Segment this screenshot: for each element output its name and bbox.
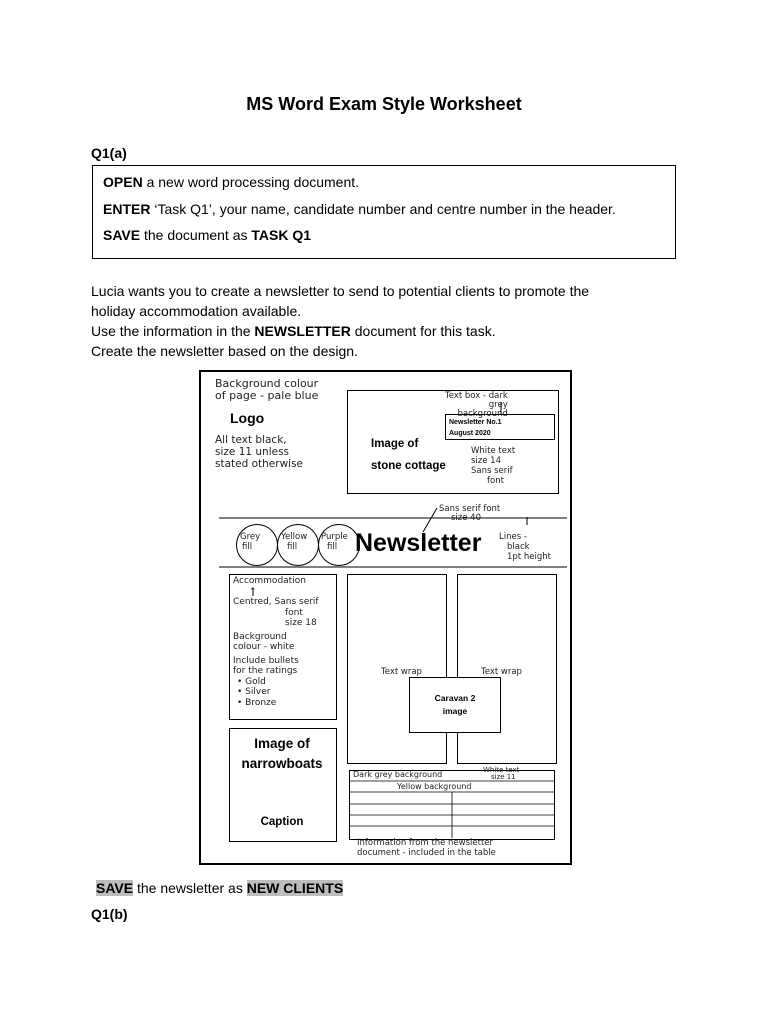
caravan-label: Caravan 2 image [434, 693, 476, 716]
keyword-open: OPEN [103, 174, 143, 190]
paragraph-line-4: Create the newsletter based on the design. [91, 343, 358, 359]
keyword-save: SAVE [103, 227, 141, 243]
page-title: MS Word Exam Style Worksheet [246, 94, 522, 114]
caption-label: Caption [260, 816, 304, 828]
stone-cottage-label: Image of stone cottage [371, 438, 446, 472]
filename-new-clients: NEW CLIENTS [246, 880, 344, 896]
newsletter-design-sketch [199, 370, 572, 865]
instruction-enter [103, 201, 616, 217]
note-table-header: Dark grey background [353, 770, 443, 779]
instruction-enter-text: ‘Task Q1’, your name, candidate number and centre number in the header. [150, 201, 616, 217]
instruction-save-text: the document as [140, 227, 252, 243]
paragraph-line-3-end: document for this task. [350, 323, 496, 339]
note-text-wrap-left: Text wrap [381, 667, 422, 677]
paragraph-line-3-start: Use the information in the [91, 323, 255, 339]
note-table-yellow: Yellow background [397, 782, 472, 791]
circle-label-yellow: Yellow fill [281, 532, 308, 552]
instruction-open-text: a new word processing document. [142, 174, 360, 190]
accommodation-notes: Accommodation ↑ Centred, Sans serif font size 18 Background colour - white Include bullets for the ratings • Gold • Silver • Bronze [233, 576, 319, 708]
bullet-silver: • Silver [237, 687, 271, 697]
task-paragraph [91, 281, 691, 361]
save-newsletter-text: the newsletter as [133, 880, 247, 896]
filename-task-q1: TASK Q1 [251, 227, 312, 243]
keyword-save-newsletter: SAVE [96, 880, 134, 896]
info-table-grid [349, 770, 555, 840]
bullet-gold: • Gold [237, 676, 266, 687]
narrowboats-label: Image of narrowboats [241, 736, 323, 771]
circle-label-purple: Purple fill [321, 532, 348, 552]
note-text-wrap-right: Text wrap [481, 667, 522, 677]
newsletter-heading: Newsletter [355, 529, 482, 557]
note-textbox: Text box - dark grey background [445, 391, 508, 419]
bullet-bronze: • Bronze [237, 697, 277, 708]
note-text-default: All text black, size 11 unless stated otherwise [215, 434, 304, 470]
note-sans-serif-heading: Sans serif font size 40 [439, 504, 501, 523]
question-label-q1a: Q1(a) [91, 145, 127, 161]
question-label-q1b: Q1(b) [91, 906, 128, 922]
logo-placeholder: Logo [230, 410, 265, 426]
note-page-background: Background colour of page - pale blue [215, 377, 319, 402]
keyword-enter: ENTER [103, 201, 151, 217]
save-newsletter-instruction [96, 880, 343, 896]
instruction-box [92, 165, 676, 259]
circle-label-grey: Grey fill [240, 532, 261, 552]
paragraph-line-2: holiday accommodation available. [91, 303, 302, 319]
note-table-white-text: White text size 11 [483, 766, 520, 781]
instruction-save [103, 227, 311, 243]
newsletter-date: August 2020 [449, 430, 491, 437]
paragraph-line-3 [91, 321, 691, 341]
caravan-image-box [409, 677, 501, 733]
paragraph-line-1: Lucia wants you to create a newsletter to send to potential clients to promote the [91, 283, 590, 299]
note-white-text: White text size 14 Sans serif font [471, 446, 516, 486]
newsletter-number: Newsletter No.1 [449, 419, 502, 426]
note-lines: Lines - black 1pt height [499, 532, 551, 562]
instruction-open [103, 174, 359, 190]
note-table-info: Information from the newsletter document - included in the table [357, 838, 496, 858]
newsletter-doc-name: NEWSLETTER [254, 323, 351, 339]
